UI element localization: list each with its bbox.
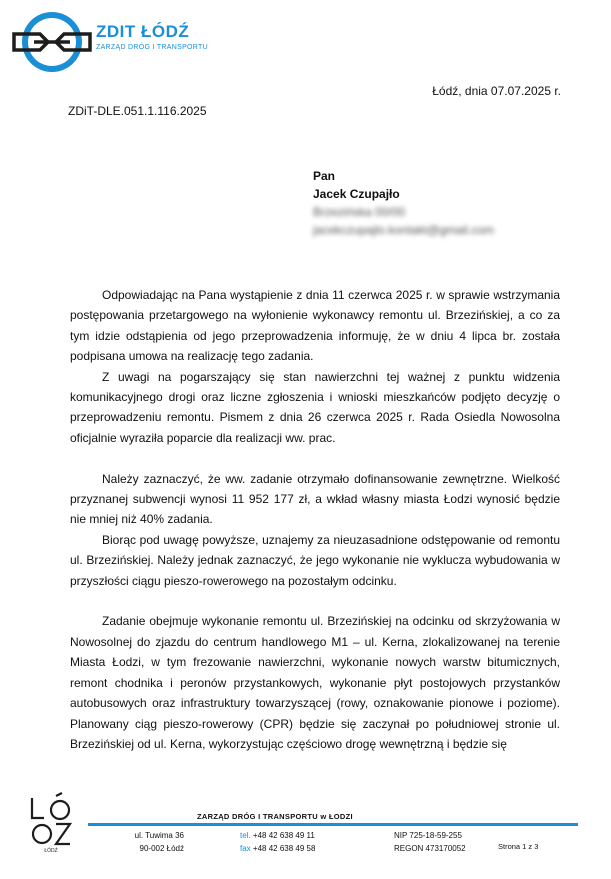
page-number: Strona 1 z 3	[498, 842, 539, 851]
brand-name: ZDIT ŁÓDŹ	[96, 22, 190, 41]
paragraph: Z uwagi na pogarszający się stan nawierzchni tej ważnej z punktu widzenia komunikacyjnego drogi oraz liczne zgłoszenia i wnioski mieszkańców podjęto decyzję o przeprowadzeniu remontu. Pismem z dnia 26 czerwca 2025 r. Rada Osiedla Nowosolna oficjalnie wyraziła poparcie dla realizacji ww. prac.	[70, 369, 560, 445]
footer-city: 90-002 Łódź	[139, 844, 184, 853]
tel-label: tel.	[240, 831, 251, 840]
recipient-block	[313, 167, 494, 239]
footer-street: ul. Tuwima 36	[134, 831, 184, 840]
footer-divider	[88, 823, 578, 826]
paragraph: Biorąc pod uwagę powyższe, uznajemy za nieuzasadnione odstępowanie od remontu ul. Brzezińskiej. Należy jednak zaznaczyć, że jego wykonanie nie wyklucza wybudowania w przyszłości ciągu pieszo-rowerowego na pozostałym odcinku.	[70, 532, 560, 588]
fax-number: +48 42 638 49 58	[252, 844, 316, 853]
paragraph: Należy zaznaczyć, że ww. zadanie otrzymało dofinansowanie zewnętrzne. Wielkość przyznanej subwencji wynosi 11 952 177 zł, a wkład własny miasta Łodzi wynosić będzie nie mniej niż 40% zadania.	[70, 471, 560, 527]
letter-body	[70, 285, 560, 754]
lodz-city-logo	[28, 792, 74, 854]
footer-address	[122, 829, 184, 855]
footer-contact	[240, 829, 315, 855]
reference-number: ZDiT-DLE.051.1.116.2025	[68, 104, 207, 118]
tel-number: +48 42 638 49 11	[252, 831, 315, 840]
recipient-salutation: Pan	[313, 169, 336, 183]
logo-caption: ŁÓDŹ	[44, 848, 58, 854]
footer-org-name: ZARZĄD DRÓG I TRANSPORTU w ŁODZI	[197, 812, 353, 821]
recipient-email-redacted: jacekczupajlo.kontakt@gmail.com	[313, 223, 494, 237]
chain-icon	[14, 12, 90, 72]
brand-subtitle: ZARZĄD DRÓG I TRANSPORTU	[96, 44, 208, 51]
recipient-address-redacted: Brzezińska 00/00	[313, 205, 406, 219]
footer-regon: REGON 473170052	[394, 844, 466, 853]
place-date: Łódź, dnia 07.07.2025 r.	[432, 84, 561, 98]
paragraph: Odpowiadając na Pana wystąpienie z dnia 11 czerwca 2025 r. w sprawie wstrzymania postępowania przetargowego na wyłonienie wykonawcy remontu ul. Brzezińskiej, a co za tym idzie odstąpienia od jego przeprowadzenia informuję, że w dniu 4 lipca br. została podpisana umowa na realizację tego zadania.	[70, 288, 560, 364]
footer-registry	[394, 829, 466, 855]
paragraph: Zadanie obejmuje wykonanie remontu ul. Brzezińskiej na odcinku od skrzyżowania w Nowosolnej do zjazdu do centrum handlowego M1 – ul. Kerna, zlokalizowanej na terenie Miasta Łodzi, w tym frezowanie nawierzchni, wykonanie nowych warstw bitumicznych, remont chodnika i peronów przystankowych, wykonanie płyt postojowych przystanków autobusowych oraz infrastruktury towarzyszącej (rowy, oznakowanie pionowe i poziome). Planowany ciąg pieszo-rowerowy (CPR) będzie się zaczynał po południowej stronie ul. Brzezińskiej od ul. Kerna, wykorzystując częściowo drogę wewnętrzną i będzie się	[70, 614, 560, 751]
footer-nip: NIP 725-18-59-255	[394, 831, 462, 840]
fax-label: fax	[240, 844, 251, 853]
recipient-name: Jacek Czupajło	[313, 187, 400, 201]
